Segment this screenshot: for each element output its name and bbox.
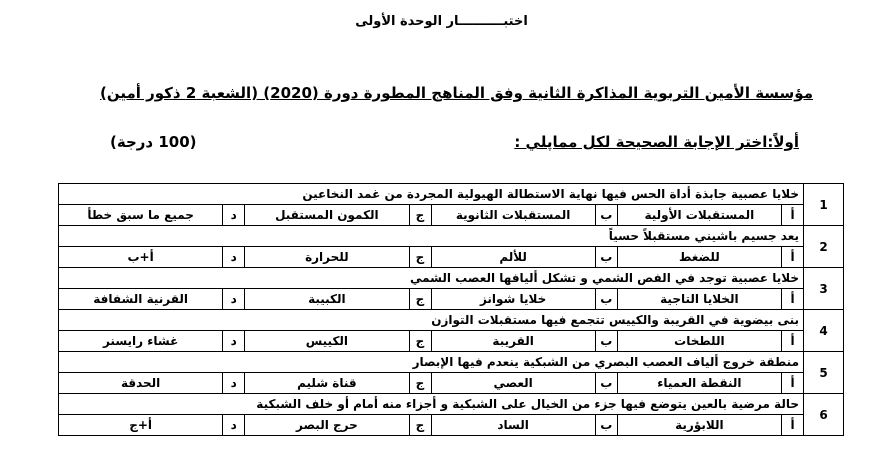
question-row [59,310,844,331]
option-text[interactable]: الخلايا التاجية [617,289,781,310]
option-text[interactable]: المستقبلات الأولية [617,205,781,226]
option-letter: د [223,247,245,268]
option-letter: د [223,289,245,310]
option-text[interactable]: الساد [431,415,595,436]
options-row [59,289,844,310]
options-row [59,415,844,436]
option-letter: ب [595,415,617,436]
question-text: يعد جسيم باشيني مستقبلاً حسياً [59,226,804,247]
option-letter: د [223,331,245,352]
exam-title: اختبــــــــــار الوحدة الأولى [355,14,528,29]
question-row [59,394,844,415]
option-text[interactable]: الكييس [245,331,409,352]
option-text[interactable]: العصي [431,373,595,394]
option-text[interactable]: للألم [431,247,595,268]
option-letter: أ [782,205,804,226]
option-text[interactable]: أ+ج [59,415,223,436]
option-letter: ج [409,247,431,268]
options-row [59,373,844,394]
question-number: 6 [804,394,844,436]
question-number: 3 [804,268,844,310]
option-text[interactable]: القريبة [431,331,595,352]
option-letter: أ [782,373,804,394]
option-text[interactable]: الكمون المستقبل [245,205,409,226]
option-letter: ج [409,205,431,226]
option-letter: أ [782,289,804,310]
options-row [59,205,844,226]
option-text[interactable]: اللطخات [617,331,781,352]
option-text[interactable]: للضغط [617,247,781,268]
questions-table [58,183,844,436]
option-text[interactable]: غشاء رايسنر [59,331,223,352]
option-letter: ب [595,289,617,310]
option-letter: ج [409,289,431,310]
question-text: بنى بيضوية في القريبة والكييس تتجمع فيها مستقبلات التوازن [59,310,804,331]
institution-header: مؤسسة الأمين التربوية المذاكرة الثانية وفق المناهج المطورة دورة (2020) (الشعبة 2 ذكور أمين) [100,84,813,102]
question-text: حالة مرضية بالعين يتوضع فيها جزء من الخيال على الشبكية و أجزاء منه أمام أو خلف الشبكية [59,394,804,415]
option-letter: ج [409,415,431,436]
option-letter: ب [595,247,617,268]
option-text[interactable]: القرنية الشفافة [59,289,223,310]
option-text[interactable]: أ+ب [59,247,223,268]
option-letter: أ [782,247,804,268]
option-text[interactable]: خلايا شوانز [431,289,595,310]
question-text: خلايا عصبية توجد في الفص الشمي و تشكل أليافها العصب الشمي [59,268,804,289]
question-text: منطقة خروج ألياف العصب البصري من الشبكية ينعدم فيها الإبصار [59,352,804,373]
option-text[interactable]: اللابؤرية [617,415,781,436]
option-letter: د [223,415,245,436]
option-text[interactable]: الحدقة [59,373,223,394]
question-number: 5 [804,352,844,394]
option-text[interactable]: جميع ما سبق خطأ [59,205,223,226]
option-letter: ب [595,373,617,394]
total-score: (100 درجة) [110,133,197,151]
question-row [59,352,844,373]
options-row [59,247,844,268]
options-row [59,331,844,352]
option-letter: ج [409,331,431,352]
option-text[interactable]: حرج البصر [245,415,409,436]
option-letter: ب [595,205,617,226]
option-letter: ب [595,331,617,352]
option-text[interactable]: المستقبلات الثانوية [431,205,595,226]
question-number: 1 [804,184,844,226]
option-letter: د [223,205,245,226]
question-number: 2 [804,226,844,268]
option-letter: د [223,373,245,394]
option-letter: ج [409,373,431,394]
option-text[interactable]: النقطة العمياء [617,373,781,394]
option-text[interactable]: للحرارة [245,247,409,268]
option-letter: أ [782,415,804,436]
question-text: خلايا عصبية جابذة أداة الحس فيها نهاية الاستطالة الهيولية المجردة من غمد النخاعين [59,184,804,205]
question-row [59,226,844,247]
option-letter: أ [782,331,804,352]
option-text[interactable]: الكبيبة [245,289,409,310]
question-number: 4 [804,310,844,352]
option-text[interactable]: قناة شليم [245,373,409,394]
question-row [59,184,844,205]
section-title: أولاً:اختر الإجابة الصحيحة لكل مماپلي : [514,133,799,151]
question-row [59,268,844,289]
